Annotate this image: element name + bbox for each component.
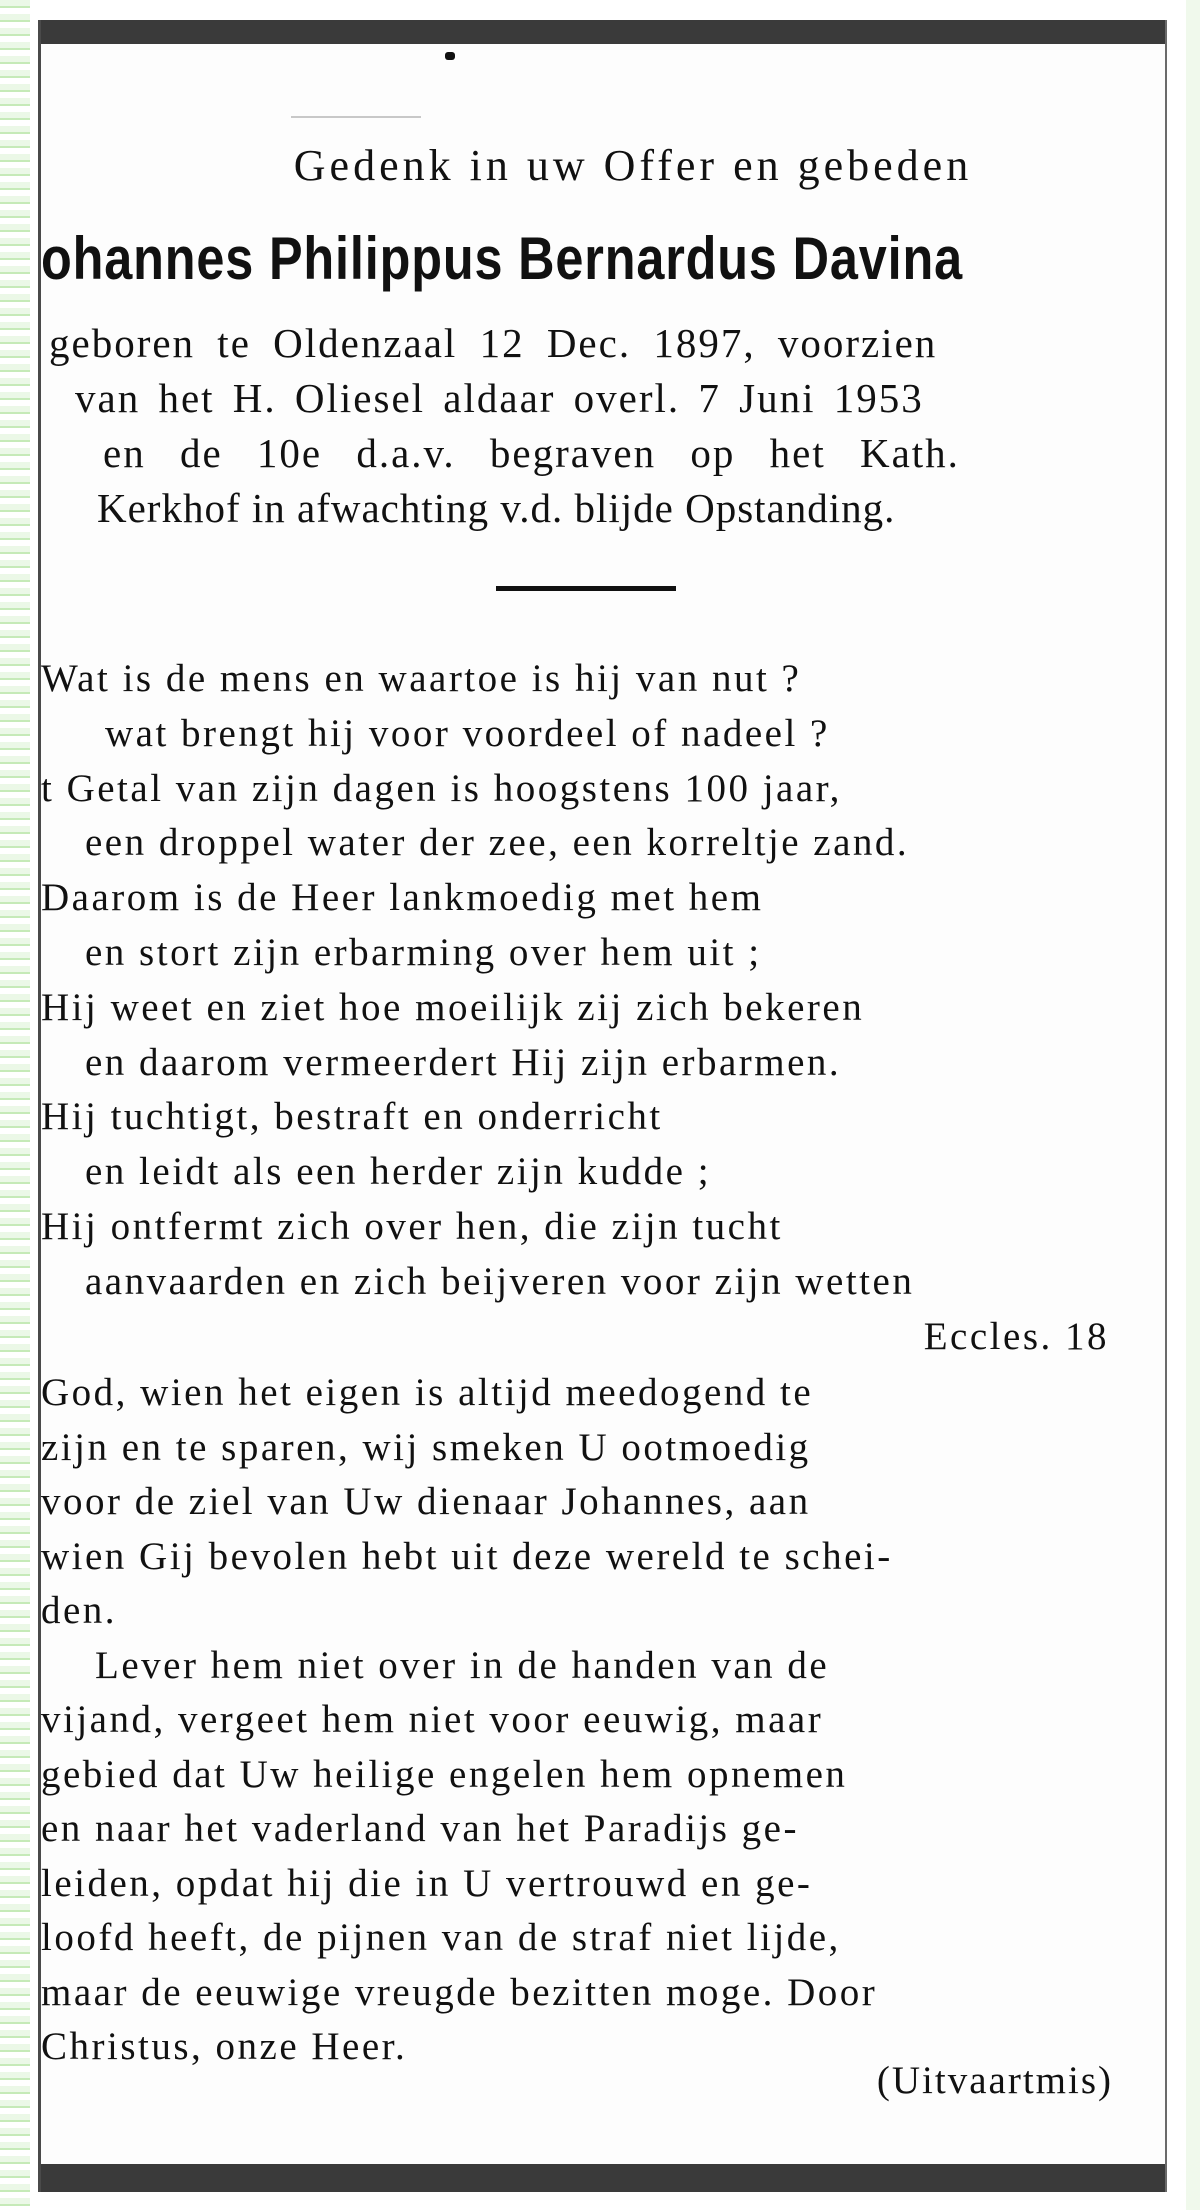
prayer-line: en naar het vaderland van het Paradijs ge- xyxy=(41,1807,799,1850)
poem-line: en leidt als een herder zijn kudde ; xyxy=(85,1150,712,1194)
prayer-line: vijand, vergeet hem niet voor eeuwig, maar xyxy=(41,1698,824,1741)
details-line: geboren te Oldenzaal 12 Dec. 1897, voorzien xyxy=(49,320,938,366)
prayer-line: Lever hem niet over in de handen van de xyxy=(95,1643,830,1687)
birth-death-details xyxy=(49,316,1149,536)
poem-line: aanvaarden en zich beijveren voor zijn wetten xyxy=(85,1259,915,1303)
top-border-rule xyxy=(41,20,1165,44)
deceased-name: ohannes Philippus Bernardus Davina xyxy=(41,225,963,292)
scan-edge-right xyxy=(1186,0,1200,2210)
poem-line: Wat is de mens en waartoe is hij van nut ? xyxy=(41,657,802,700)
poem-line: Hij ontfermt zich over hen, die zijn tucht xyxy=(41,1204,783,1248)
prayer-line: wien Gij bevolen hebt uit deze wereld te schei- xyxy=(41,1534,893,1578)
poem-line: Hij weet en ziet hoe moeilijk zij zich bekeren xyxy=(41,985,865,1029)
prayer-line: God, wien het eigen is altijd meedogend te xyxy=(41,1371,814,1414)
prayer-line: leiden, opdat hij die in U vertrouwd en ge- xyxy=(41,1861,813,1905)
poem-line: t Getal van zijn dagen is hoogstens 100 jaar, xyxy=(41,766,842,810)
prayer-line: loofd heeft, de pijnen van de straf niet lijde, xyxy=(41,1916,841,1959)
poem-line: Hij tuchtigt, bestraft en onderricht xyxy=(41,1095,663,1139)
bottom-border-rule xyxy=(41,2164,1165,2192)
section-divider xyxy=(496,586,676,591)
poem-line: wat brengt hij voor voordeel of nadeel ? xyxy=(105,711,830,755)
prayer-line: zijn en te sparen, wij smeken U ootmoedig xyxy=(41,1425,811,1469)
poem-block xyxy=(41,652,1151,1364)
prayer-line: gebied dat Uw heilige engelen hem opnemen xyxy=(41,1752,848,1796)
details-line: van het H. Oliesel aldaar overl. 7 Juni 1953 xyxy=(75,375,924,421)
prayer-line: Christus, onze Heer. xyxy=(41,2025,408,2068)
poem-line: Daarom is de Heer lankmoedig met hem xyxy=(41,876,764,920)
details-line: en de 10e d.a.v. begraven op het Kath. xyxy=(103,430,960,476)
closing-note: (Uitvaartmis) xyxy=(876,2059,1113,2102)
prayer-block xyxy=(41,1366,1151,2075)
poem-line: en daarom vermeerdert Hij zijn erbarmen. xyxy=(85,1040,842,1084)
poem-line: een droppel water der zee, een korreltje zand. xyxy=(85,821,910,865)
card-header xyxy=(41,138,1165,194)
intro-line: Gedenk in uw Offer en gebeden xyxy=(293,141,973,190)
print-mark xyxy=(445,52,455,60)
poem-source: Eccles. 18 xyxy=(923,1314,1109,1358)
prayer-line: voor de ziel van Uw dienaar Johannes, aan xyxy=(41,1480,811,1523)
faint-line xyxy=(291,116,421,118)
prayer-line: maar de eeuwige vreugde bezitten moge. Door xyxy=(41,1970,878,2014)
prayer-line: den. xyxy=(41,1589,118,1632)
poem-line: en stort zijn erbarming over hem uit ; xyxy=(85,930,762,974)
prayer-card xyxy=(38,20,1167,2192)
scan-edge-left xyxy=(0,0,30,2210)
details-line: Kerkhof in afwachting v.d. blijde Opstanding. xyxy=(97,485,896,531)
